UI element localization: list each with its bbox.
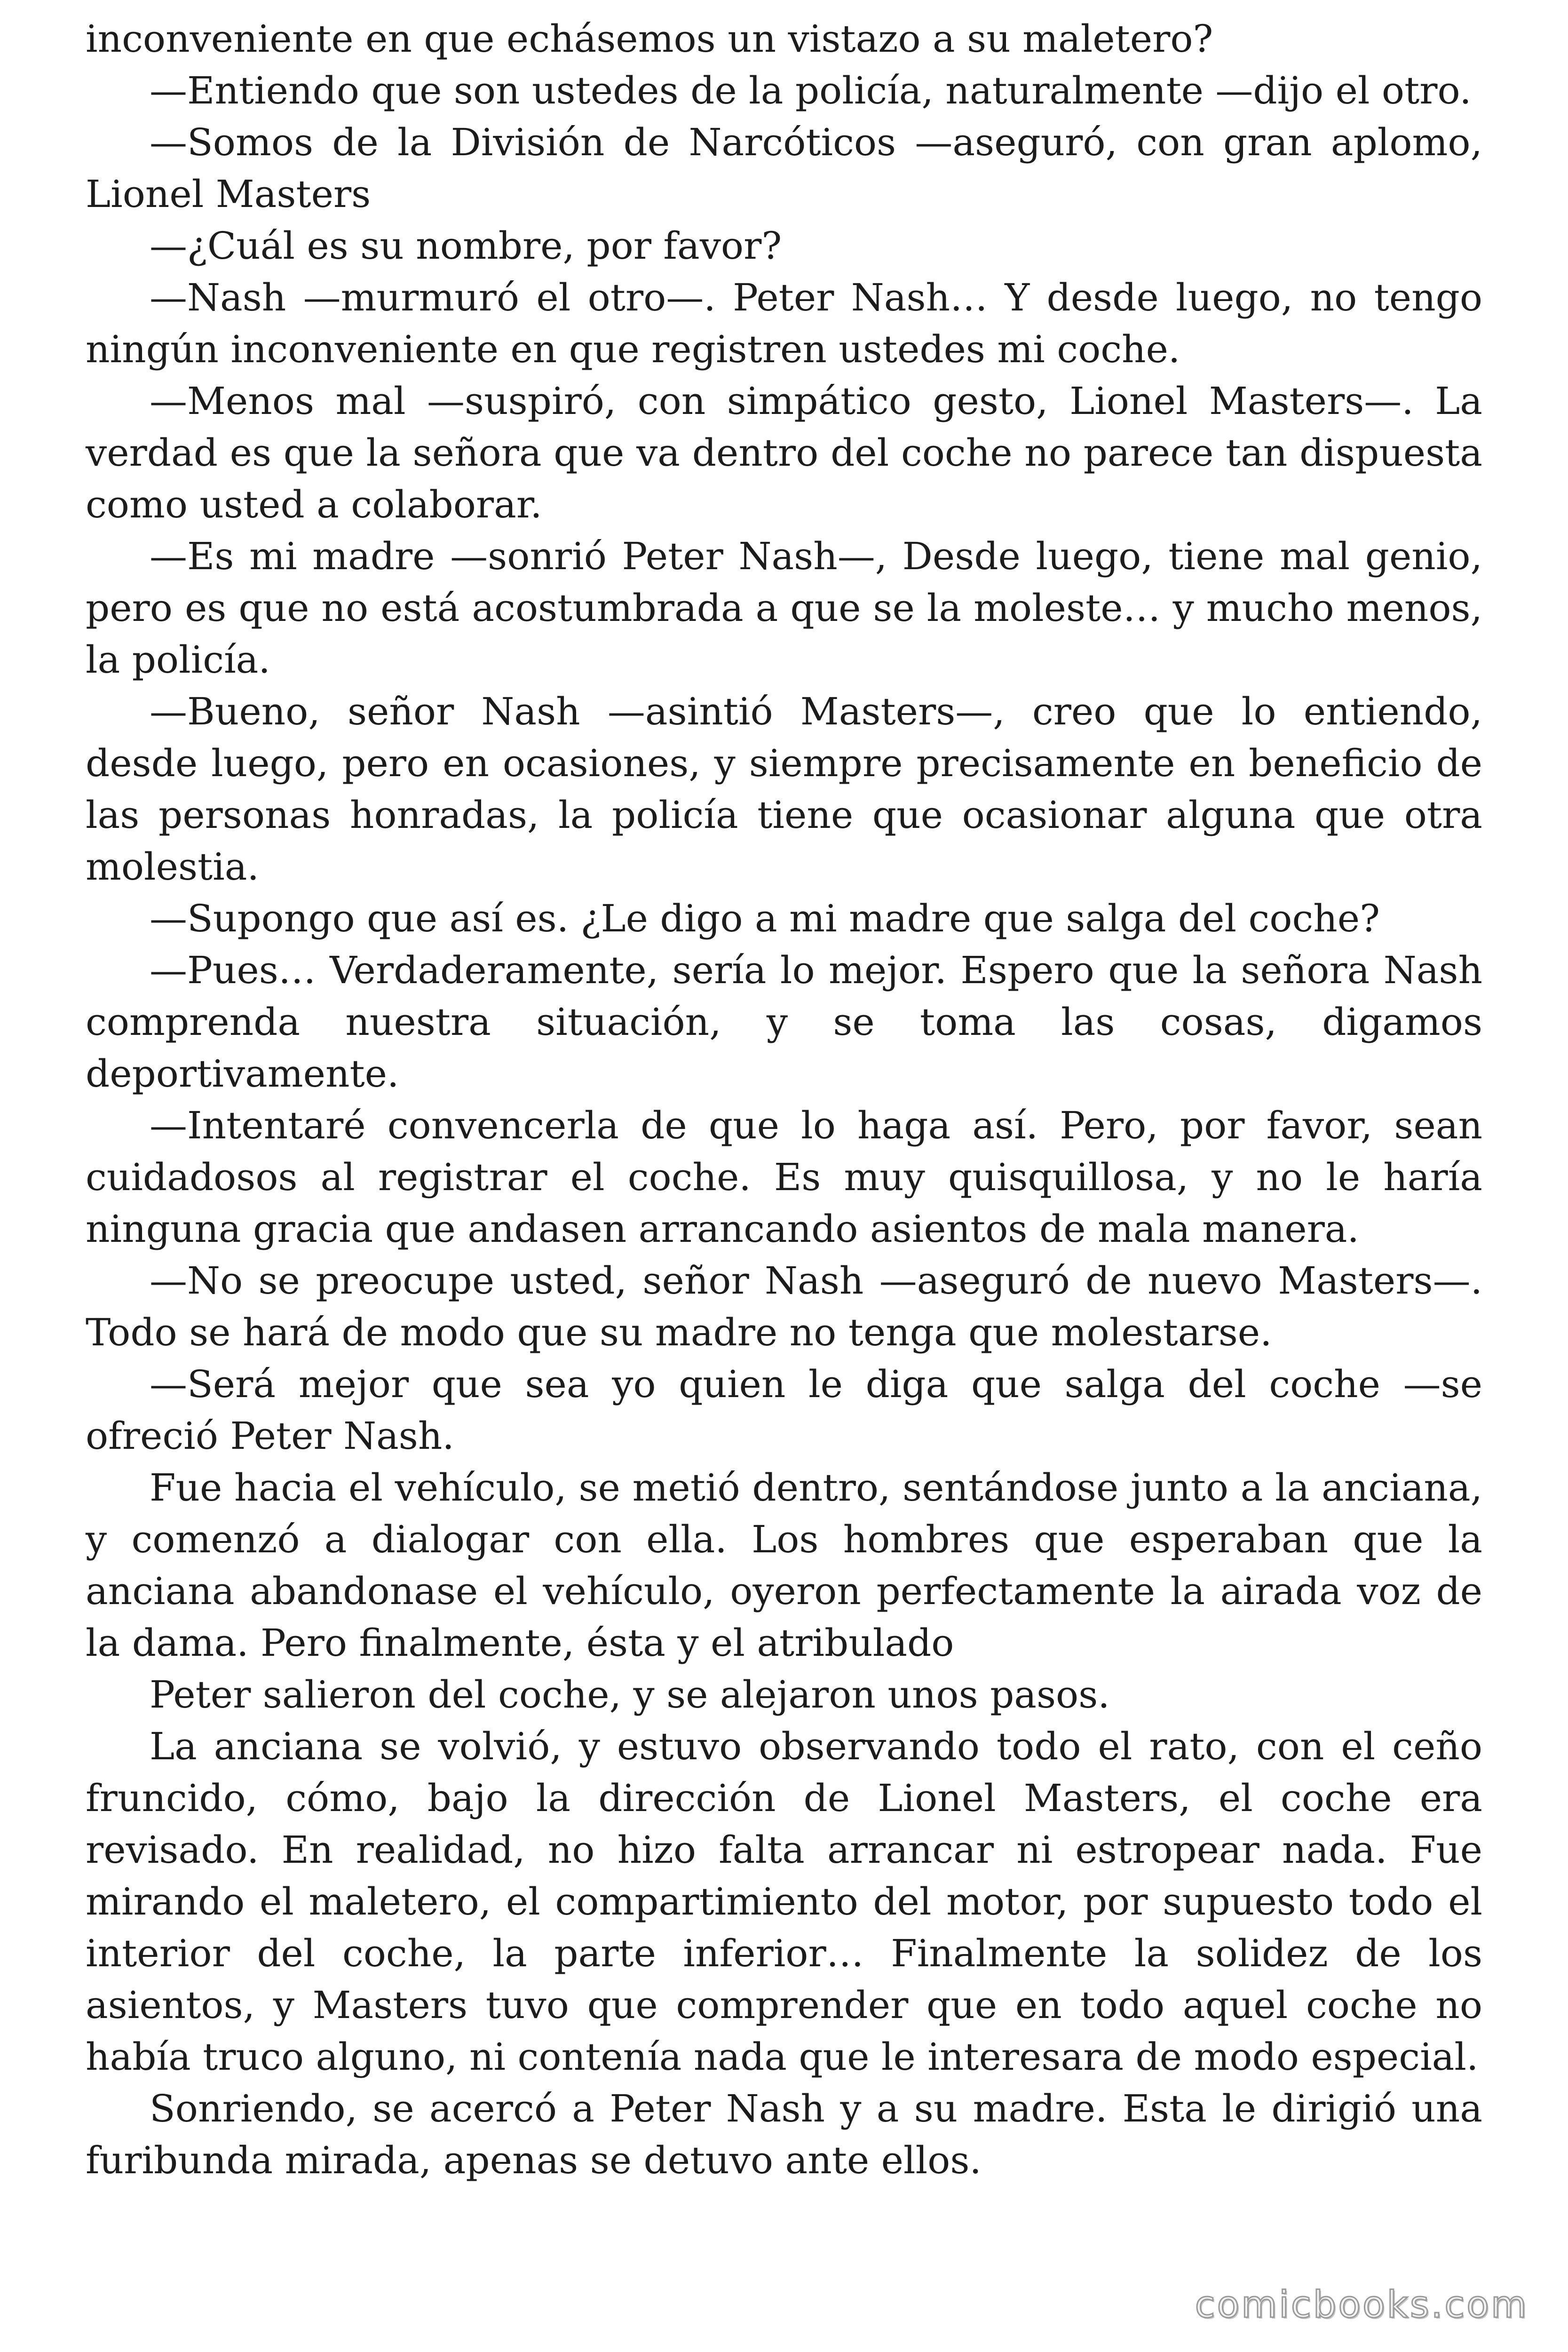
paragraph: —¿Cuál es su nombre, por favor? bbox=[150, 224, 782, 268]
paragraph: Fue hacia el vehículo, se metió dentro, sentándose junto a la anciana, y comenzó a dialogar con ella. Los hombres que esperaban que la anciana abandonase el vehículo, oyeron perfectamente la airada voz de la dama. Pero finalmente, ésta y el atribulado bbox=[86, 1466, 1482, 1665]
paragraph: —Entiendo que son ustedes de la policía, naturalmente —dijo el otro. bbox=[150, 69, 1472, 112]
text-column bbox=[86, 13, 1482, 2186]
paragraph: —Somos de la División de Narcóticos —aseguró, con gran aplomo, Lionel Masters bbox=[86, 120, 1482, 216]
paragraph: —Supongo que así es. ¿Le digo a mi madre que salga del coche? bbox=[150, 897, 1380, 940]
paragraph-continuation: inconveniente en que echásemos un vistazo a su maletero? bbox=[86, 17, 1213, 61]
watermark-logo: comicbooks.com bbox=[1195, 2284, 1528, 2326]
paragraph: —Bueno, señor Nash —asintió Masters—, creo que lo entiendo, desde luego, pero en ocasiones, y siempre precisamente en beneficio de las personas honradas, la policía tiene que ocasionar alguna que otra molestia. bbox=[86, 690, 1482, 889]
paragraph: —Menos mal —suspiró, con simpático gesto, Lionel Masters—. La verdad es que la señora que va dentro del coche no parece tan dispuesta como usted a colaborar. bbox=[86, 379, 1482, 526]
paragraph: —Nash —murmuró el otro—. Peter Nash… Y desde luego, no tengo ningún inconveniente en que registren ustedes mi coche. bbox=[86, 276, 1482, 371]
paragraph: —No se preocupe usted, señor Nash —aseguró de nuevo Masters—. Todo se hará de modo que su madre no tenga que molestarse. bbox=[86, 1259, 1482, 1354]
paragraph: —Es mi madre —sonrió Peter Nash—, Desde luego, tiene mal genio, pero es que no está acostumbrada a que se la moleste… y mucho menos, la policía. bbox=[86, 534, 1482, 682]
paragraph: Sonriendo, se acercó a Peter Nash y a su madre. Esta le dirigió una furibunda mirada, apenas se detuvo ante ellos. bbox=[86, 2087, 1482, 2182]
paragraph: —Será mejor que sea yo quien le diga que salga del coche —se ofreció Peter Nash. bbox=[86, 1362, 1482, 1458]
paragraph: La anciana se volvió, y estuvo observando todo el rato, con el ceño fruncido, cómo, bajo la dirección de Lionel Masters, el coche era revisado. En realidad, no hizo falta arrancar ni estropear nada. Fue mirando el maletero, el compartimiento del motor, por supuesto todo el interior del coche, la parte inferior… Finalmente la solidez de los asientos, y Masters tuvo que comprender que en todo aquel coche no había truco alguno, ni contenía nada que le interesara de modo especial. bbox=[86, 1724, 1482, 2079]
paragraph: Peter salieron del coche, y se alejaron unos pasos. bbox=[150, 1673, 1110, 1716]
paragraph: —Pues… Verdaderamente, sería lo mejor. Espero que la señora Nash comprenda nuestra situación, y se toma las cosas, digamos deportivamente. bbox=[86, 948, 1482, 1096]
paragraph: —Intentaré convencerla de que lo haga así. Pero, por favor, sean cuidadosos al registrar el coche. Es muy quisquillosa, y no le haría ninguna gracia que andasen arrancando asientos de mala manera. bbox=[86, 1104, 1482, 1251]
